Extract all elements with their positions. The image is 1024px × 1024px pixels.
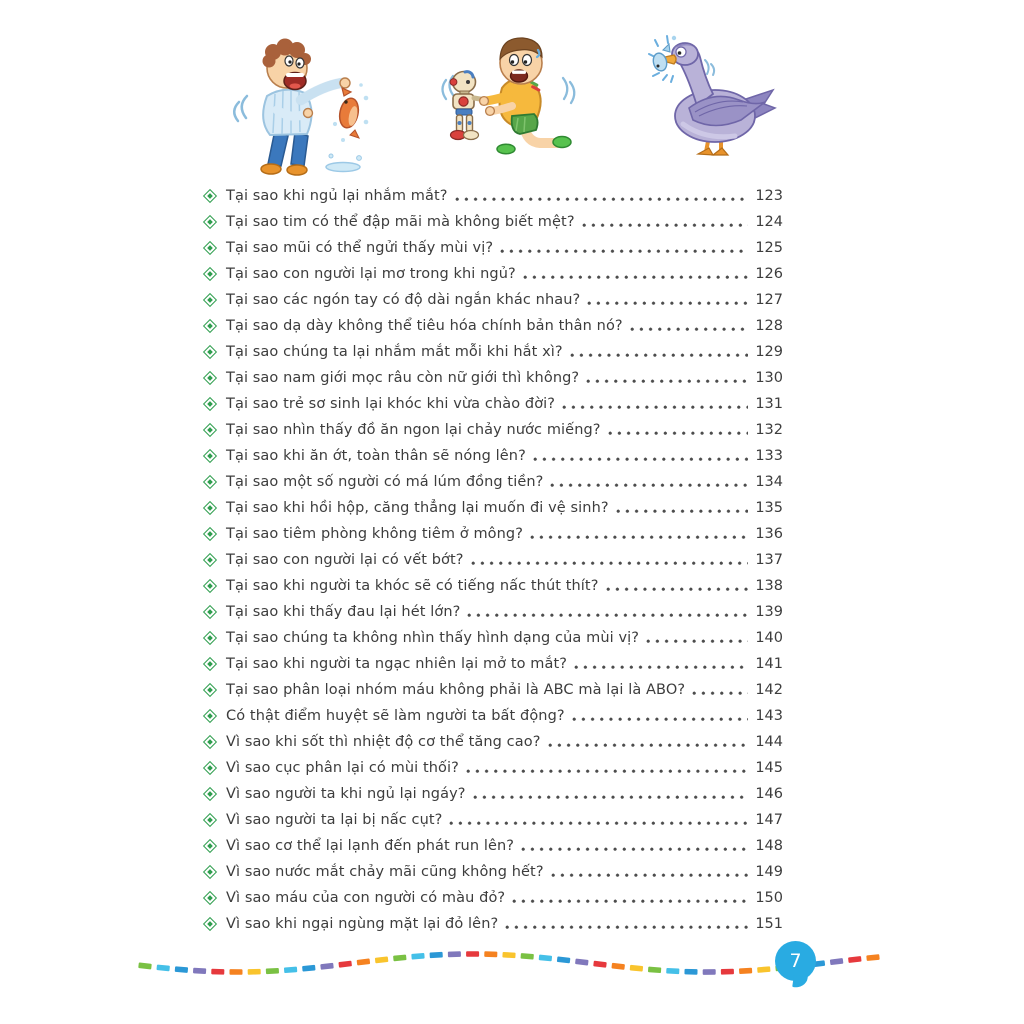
rainbow-dashed-wave-icon	[0, 933, 1024, 1003]
toc-dot-leader	[630, 326, 748, 333]
toc-dot-leader	[551, 872, 748, 879]
diamond-bullet-icon	[203, 891, 217, 905]
diamond-bullet-icon	[203, 475, 217, 489]
toc-entry	[203, 573, 783, 599]
toc-entry-page-number: 126	[755, 266, 783, 282]
diamond-bullet-icon	[203, 813, 217, 827]
toc-dot-leader	[521, 846, 748, 853]
toc-entry-title: Vì sao khi ngại ngùng mặt lại đỏ lên?	[226, 916, 499, 932]
toc-entry-page-number: 130	[755, 370, 783, 386]
toc-dot-leader	[455, 196, 748, 203]
toc-entry	[203, 547, 783, 573]
toc-entry	[203, 703, 783, 729]
diamond-bullet-icon	[203, 579, 217, 593]
diamond-bullet-icon	[203, 319, 217, 333]
toc-entry-page-number: 142	[755, 682, 783, 698]
toc-entry	[203, 469, 783, 495]
toc-dot-leader	[466, 768, 748, 775]
toc-entry-page-number: 136	[755, 526, 783, 542]
toc-entry	[203, 287, 783, 313]
toc-entry-title: Tại sao nhìn thấy đồ ăn ngon lại chảy nước miếng?	[226, 422, 601, 438]
toc-entry-title: Vì sao nước mắt chảy mãi cũng không hết?	[226, 864, 544, 880]
toc-entry-page-number: 148	[755, 838, 783, 854]
toc-entry-title: Vì sao cục phân lại có mùi thối?	[226, 760, 459, 776]
toc-entry-title: Tại sao phân loại nhóm máu không phải là ABC mà lại là ABO?	[226, 682, 686, 698]
diamond-bullet-icon	[203, 631, 217, 645]
toc-dot-leader	[572, 716, 748, 723]
diamond-bullet-icon	[203, 865, 217, 879]
toc-entry-title: Vì sao cơ thể lại lạnh đến phát run lên?	[226, 838, 515, 854]
toc-entry-title: Tại sao mũi có thể ngửi thấy mùi vị?	[226, 240, 494, 256]
toc-entry-title: Vì sao người ta lại bị nấc cụt?	[226, 812, 443, 828]
toc-entry-page-number: 141	[755, 656, 783, 672]
toc-entry-title: Tại sao trẻ sơ sinh lại khóc khi vừa chào đời?	[226, 396, 556, 412]
toc-dot-leader	[505, 924, 748, 931]
diamond-bullet-icon	[203, 345, 217, 359]
toc-entry-title: Tại sao nam giới mọc râu còn nữ giới thì không?	[226, 370, 580, 386]
toc-entry	[203, 313, 783, 339]
toc-dot-leader	[586, 378, 748, 385]
toc-entry-title: Tại sao khi ngủ lại nhắm mắt?	[226, 188, 448, 204]
toc-entry	[203, 391, 783, 417]
toc-entry-page-number: 132	[755, 422, 783, 438]
toc-entry	[203, 235, 783, 261]
toc-entry-page-number: 134	[755, 474, 783, 490]
toc-dot-leader	[582, 222, 748, 229]
toc-dot-leader	[523, 274, 748, 281]
toc-entry	[203, 755, 783, 781]
toc-entry-title: Tại sao chúng ta lại nhắm mắt mỗi khi hắt xì?	[226, 344, 563, 360]
diamond-bullet-icon	[203, 787, 217, 801]
toc-dot-leader	[587, 300, 748, 307]
toc-entry-title: Tại sao dạ dày không thể tiêu hóa chính bản thân nó?	[226, 318, 623, 334]
toc-entry-title: Vì sao khi sốt thì nhiệt độ cơ thể tăng cao?	[226, 734, 541, 750]
toc-entry-title: Tại sao khi thấy đau lại hét lớn?	[226, 604, 461, 620]
toc-entry-page-number: 143	[755, 708, 783, 724]
diamond-bullet-icon	[203, 683, 217, 697]
diamond-bullet-icon	[203, 293, 217, 307]
toc-entry-title: Tại sao chúng ta không nhìn thấy hình dạng của mùi vị?	[226, 630, 640, 646]
toc-entry	[203, 599, 783, 625]
toc-entry	[203, 833, 783, 859]
toc-entry-page-number: 149	[755, 864, 783, 880]
illustration-goose-catching-fish	[643, 32, 783, 167]
diamond-bullet-icon	[203, 189, 217, 203]
toc-entry	[203, 625, 783, 651]
toc-dot-leader	[473, 794, 748, 801]
diamond-bullet-icon	[203, 761, 217, 775]
toc-entry-page-number: 145	[755, 760, 783, 776]
boy-fish-cartoon-icon	[225, 38, 420, 178]
toc-entry-title: Tại sao các ngón tay có độ dài ngắn khác nhau?	[226, 292, 581, 308]
toc-entry-page-number: 124	[755, 214, 783, 230]
toc-entry-page-number: 135	[755, 500, 783, 516]
toc-entry-page-number: 133	[755, 448, 783, 464]
toc-entry	[203, 209, 783, 235]
toc-dot-leader	[646, 638, 748, 645]
toc-entry-page-number: 131	[755, 396, 783, 412]
toc-entry-title: Tại sao tiêm phòng không tiêm ở mông?	[226, 526, 524, 542]
toc-entry-page-number: 140	[755, 630, 783, 646]
toc-dot-leader	[692, 690, 748, 697]
toc-entry-page-number: 138	[755, 578, 783, 594]
toc-dot-leader	[471, 560, 748, 567]
toc-entry-page-number: 150	[755, 890, 783, 906]
toc-dot-leader	[530, 534, 748, 541]
toc-dot-leader	[533, 456, 748, 463]
diamond-bullet-icon	[203, 423, 217, 437]
toc-dot-leader	[574, 664, 748, 671]
toc-entry-page-number: 147	[755, 812, 783, 828]
toc-entry	[203, 781, 783, 807]
goose-cartoon-icon	[643, 32, 783, 167]
toc-entry	[203, 677, 783, 703]
diamond-bullet-icon	[203, 501, 217, 515]
toc-entry	[203, 495, 783, 521]
toc-dot-leader	[608, 430, 748, 437]
diamond-bullet-icon	[203, 371, 217, 385]
illustration-boy-playing-with-robot	[432, 30, 582, 170]
toc-entry-title: Có thật điểm huyệt sẽ làm người ta bất động?	[226, 708, 565, 724]
diamond-bullet-icon	[203, 553, 217, 567]
toc-entry	[203, 651, 783, 677]
table-of-contents	[203, 183, 783, 937]
toc-entry	[203, 807, 783, 833]
toc-entry-title: Vì sao người ta khi ngủ lại ngáy?	[226, 786, 466, 802]
toc-dot-leader	[606, 586, 748, 593]
toc-dot-leader	[616, 508, 748, 515]
page-number-badge	[775, 941, 816, 981]
toc-dot-leader	[449, 820, 748, 827]
toc-entry	[203, 417, 783, 443]
diamond-bullet-icon	[203, 657, 217, 671]
toc-entry	[203, 859, 783, 885]
toc-entry-title: Tại sao khi hồi hộp, căng thẳng lại muốn đi vệ sinh?	[226, 500, 609, 516]
toc-entry	[203, 729, 783, 755]
toc-dot-leader	[500, 248, 748, 255]
diamond-bullet-icon	[203, 397, 217, 411]
toc-entry	[203, 443, 783, 469]
toc-entry-page-number: 146	[755, 786, 783, 802]
diamond-bullet-icon	[203, 215, 217, 229]
toc-entry-page-number: 139	[755, 604, 783, 620]
toc-entry-title: Vì sao máu của con người có màu đỏ?	[226, 890, 506, 906]
diamond-bullet-icon	[203, 527, 217, 541]
diamond-bullet-icon	[203, 917, 217, 931]
toc-entry	[203, 339, 783, 365]
toc-entry-page-number: 128	[755, 318, 783, 334]
diamond-bullet-icon	[203, 839, 217, 853]
toc-entry-title: Tại sao con người lại mơ trong khi ngủ?	[226, 266, 516, 282]
toc-dot-leader	[562, 404, 748, 411]
toc-entry-title: Tại sao khi người ta khóc sẽ có tiếng nấc thút thít?	[226, 578, 599, 594]
toc-entry	[203, 885, 783, 911]
diamond-bullet-icon	[203, 605, 217, 619]
illustration-boy-scared-holding-fish	[225, 38, 420, 178]
toc-dot-leader	[570, 352, 748, 359]
toc-entry	[203, 261, 783, 287]
toc-entry	[203, 521, 783, 547]
toc-dot-leader	[548, 742, 749, 749]
decorative-wave	[0, 933, 1024, 1003]
diamond-bullet-icon	[203, 241, 217, 255]
toc-entry-page-number: 137	[755, 552, 783, 568]
toc-entry-title: Tại sao khi người ta ngạc nhiên lại mở to mắt?	[226, 656, 568, 672]
diamond-bullet-icon	[203, 267, 217, 281]
toc-entry-title: Tại sao khi ăn ớt, toàn thân sẽ nóng lên?	[226, 448, 526, 464]
toc-dot-leader	[467, 612, 748, 619]
toc-dot-leader	[550, 482, 748, 489]
toc-entry-page-number: 151	[755, 916, 783, 932]
page-number: 7	[789, 950, 802, 972]
boy-robot-cartoon-icon	[432, 30, 582, 170]
toc-entry-title: Tại sao một số người có má lúm đồng tiền?	[226, 474, 544, 490]
toc-entry-page-number: 129	[755, 344, 783, 360]
toc-entry-title: Tại sao tim có thể đập mãi mà không biết mệt?	[226, 214, 575, 230]
diamond-bullet-icon	[203, 709, 217, 723]
diamond-bullet-icon	[203, 449, 217, 463]
diamond-bullet-icon	[203, 735, 217, 749]
toc-entry	[203, 183, 783, 209]
toc-entry-title: Tại sao con người lại có vết bớt?	[226, 552, 464, 568]
toc-dot-leader	[512, 898, 748, 905]
toc-entry-page-number: 123	[755, 188, 783, 204]
toc-entry-page-number: 144	[755, 734, 783, 750]
toc-entry-page-number: 125	[755, 240, 783, 256]
toc-entry	[203, 365, 783, 391]
toc-entry-page-number: 127	[755, 292, 783, 308]
